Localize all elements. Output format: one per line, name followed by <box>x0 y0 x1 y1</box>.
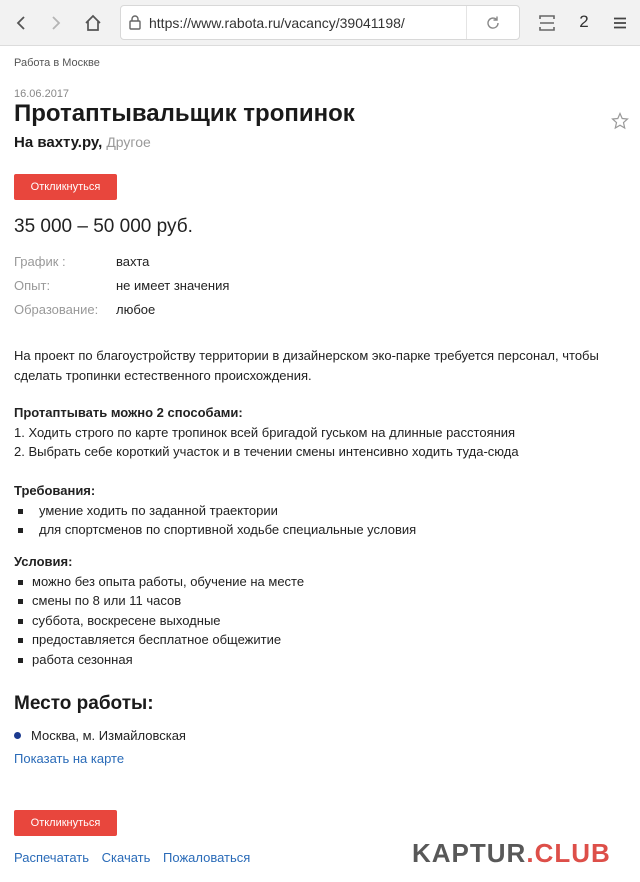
workplace-title: Место работы: <box>14 693 154 714</box>
methods-heading: Протаптывать можно 2 способами: <box>14 405 243 420</box>
method-line: 1. Ходить строго по карте тропинок всей бригадой гуськом на длинные расстояния <box>14 424 516 440</box>
apply-button-bottom[interactable]: Откликнуться <box>14 810 117 836</box>
list-item: суббота, воскресене выходные <box>14 611 626 631</box>
requirements-heading: Требования: <box>14 483 96 498</box>
back-icon[interactable] <box>6 8 36 38</box>
methods-block <box>14 403 626 462</box>
param-value: не имеет значения <box>116 278 230 293</box>
lock-icon <box>129 15 141 35</box>
param-value: любое <box>116 302 156 317</box>
list-item: предоставляется бесплатное общежитие <box>14 630 626 650</box>
location-dot-icon <box>14 732 21 739</box>
param-key: Опыт: <box>14 278 51 293</box>
reload-icon[interactable] <box>485 15 501 36</box>
download-link[interactable]: Скачать <box>101 850 151 865</box>
forward-icon[interactable] <box>41 8 71 38</box>
watermark-main: KAPTUR <box>412 838 527 868</box>
tab-count[interactable]: 2 <box>579 12 589 31</box>
address-bar[interactable] <box>120 5 520 40</box>
conditions-block <box>14 552 626 669</box>
star-icon[interactable] <box>611 112 629 135</box>
menu-icon[interactable] <box>605 8 635 38</box>
report-link[interactable]: Пожаловаться <box>163 850 251 865</box>
requirements-list <box>14 501 626 540</box>
conditions-heading: Условия: <box>14 554 73 569</box>
footer-links <box>14 850 259 865</box>
list-item: работа сезонная <box>14 650 626 670</box>
reader-mode-icon[interactable] <box>532 8 562 38</box>
browser-toolbar <box>0 0 640 46</box>
list-item: можно без опыта работы, обучение на месте <box>14 572 626 592</box>
list-item: смены по 8 или 11 часов <box>14 591 626 611</box>
requirements-block <box>14 481 626 540</box>
method-line: 2. Выбрать себе короткий участок и в течении смены интенсивно ходить туда-сюда <box>14 444 519 459</box>
apply-button[interactable]: Откликнуться <box>14 174 117 200</box>
url-divider <box>466 6 467 39</box>
show-on-map-link[interactable]: Показать на карте <box>14 751 125 766</box>
location <box>14 728 186 743</box>
watermark-accent: .CLUB <box>526 838 611 868</box>
conditions-list <box>14 572 626 670</box>
home-icon[interactable] <box>78 8 108 38</box>
param-key: Образование: <box>14 302 99 317</box>
url-text: https://www.rabota.ru/vacancy/39041198/ <box>149 15 405 31</box>
list-item: для спортсменов по спортивной ходьбе специальные условия <box>14 520 626 540</box>
watermark-logo <box>412 838 611 869</box>
page-title: Протаптывальщик тропинок <box>14 100 355 127</box>
param-key: График : <box>14 254 66 269</box>
salary: 35 000 – 50 000 руб. <box>14 216 193 237</box>
breadcrumb[interactable]: Работа в Москве <box>14 57 100 69</box>
list-item: умение ходить по заданной траектории <box>14 501 626 521</box>
print-link[interactable]: Распечатать <box>14 850 90 865</box>
location-text: Москва, м. Измайловская <box>31 728 186 743</box>
company-name[interactable]: На вахту.ру, <box>14 134 103 151</box>
description-intro: На проект по благоустройству территории в дизайнерском эко-парке требуется персонал, чтобы сделать тропинки естественного происхождения. <box>14 348 599 383</box>
param-value: вахта <box>116 254 150 269</box>
posted-date: 16.06.2017 <box>14 88 70 100</box>
category-label: Другое <box>106 134 151 150</box>
company-line <box>14 134 151 152</box>
